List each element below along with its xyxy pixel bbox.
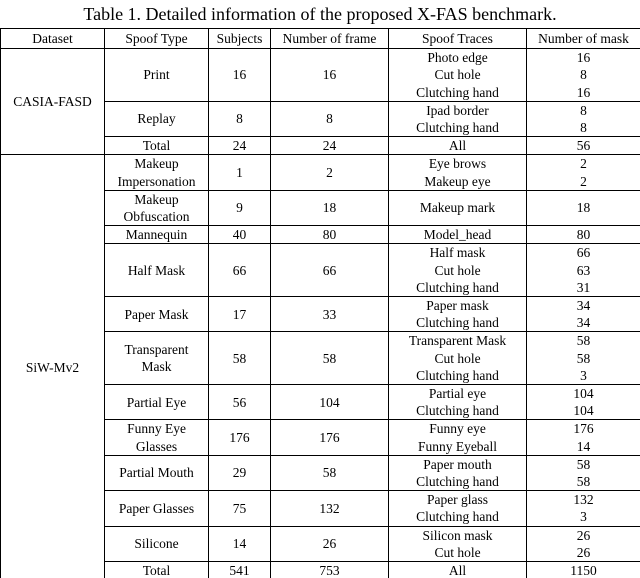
frames-cell: 753 bbox=[271, 562, 389, 578]
spoof-trace-cell: Ipad border bbox=[389, 101, 527, 119]
spoof-trace-cell: Clutching hand bbox=[389, 402, 527, 420]
header-number-of-frame: Number of frame bbox=[271, 29, 389, 49]
frames-cell: 80 bbox=[271, 226, 389, 244]
mask-count-cell: 26 bbox=[527, 544, 640, 562]
spoof-trace-cell: All bbox=[389, 562, 527, 578]
spoof-trace-cell: All bbox=[389, 137, 527, 155]
mask-count-cell: 16 bbox=[527, 84, 640, 102]
frames-cell: 26 bbox=[271, 526, 389, 561]
mask-count-cell: 1150 bbox=[527, 562, 640, 578]
spoof-trace-cell: Clutching hand bbox=[389, 84, 527, 102]
spoof-type-cell: Partial Eye bbox=[105, 385, 209, 420]
header-number-of-mask: Number of mask bbox=[527, 29, 640, 49]
spoof-trace-cell: Clutching hand bbox=[389, 314, 527, 332]
header-subjects: Subjects bbox=[209, 29, 271, 49]
mask-count-cell: 3 bbox=[527, 367, 640, 385]
spoof-type-cell: Partial Mouth bbox=[105, 455, 209, 490]
mask-count-cell: 132 bbox=[527, 491, 640, 509]
spoof-trace-cell: Clutching hand bbox=[389, 473, 527, 491]
subjects-cell: 1 bbox=[209, 155, 271, 190]
spoof-trace-cell: Photo edge bbox=[389, 49, 527, 67]
spoof-type-cell: Mannequin bbox=[105, 226, 209, 244]
mask-count-cell: 58 bbox=[527, 350, 640, 367]
subjects-cell: 75 bbox=[209, 491, 271, 526]
spoof-trace-cell: Funny Eyeball bbox=[389, 438, 527, 456]
table-body bbox=[1, 49, 640, 578]
spoof-trace-cell: Half mask bbox=[389, 244, 527, 262]
mask-count-cell: 26 bbox=[527, 526, 640, 544]
spoof-trace-cell: Makeup mark bbox=[389, 190, 527, 225]
frames-cell: 104 bbox=[271, 385, 389, 420]
spoof-trace-cell: Funny eye bbox=[389, 420, 527, 438]
spoof-type-cell: Makeup Obfuscation bbox=[105, 190, 209, 225]
spoof-trace-cell: Cut hole bbox=[389, 544, 527, 562]
mask-count-cell: 14 bbox=[527, 438, 640, 456]
subjects-cell: 9 bbox=[209, 190, 271, 225]
spoof-type-cell: Print bbox=[105, 49, 209, 102]
spoof-type-cell: Half Mask bbox=[105, 244, 209, 297]
mask-count-cell: 104 bbox=[527, 385, 640, 403]
mask-count-cell: 8 bbox=[527, 101, 640, 119]
spoof-type-cell: Total bbox=[105, 137, 209, 155]
spoof-trace-cell: Clutching hand bbox=[389, 279, 527, 297]
mask-count-cell: 3 bbox=[527, 508, 640, 526]
frames-cell: 18 bbox=[271, 190, 389, 225]
benchmark-table bbox=[0, 28, 640, 578]
mask-count-cell: 8 bbox=[527, 119, 640, 137]
spoof-trace-cell: Paper mask bbox=[389, 297, 527, 315]
spoof-trace-cell: Transparent Mask bbox=[389, 332, 527, 350]
subjects-cell: 541 bbox=[209, 562, 271, 578]
table-caption: Table 1. Detailed information of the proposed X-FAS benchmark. bbox=[83, 4, 557, 24]
subjects-cell: 29 bbox=[209, 455, 271, 490]
subjects-cell: 17 bbox=[209, 297, 271, 332]
spoof-type-cell: Funny Eye Glasses bbox=[105, 420, 209, 455]
subjects-cell: 40 bbox=[209, 226, 271, 244]
frames-cell: 66 bbox=[271, 244, 389, 297]
frames-cell: 2 bbox=[271, 155, 389, 190]
spoof-type-cell: Paper Glasses bbox=[105, 491, 209, 526]
subjects-cell: 66 bbox=[209, 244, 271, 297]
frames-cell: 24 bbox=[271, 137, 389, 155]
spoof-type-cell: Transparent Mask bbox=[105, 332, 209, 385]
mask-count-cell: 58 bbox=[527, 332, 640, 350]
frames-cell: 16 bbox=[271, 49, 389, 102]
spoof-trace-cell: Partial eye bbox=[389, 385, 527, 403]
spoof-trace-cell: Makeup eye bbox=[389, 173, 527, 191]
mask-count-cell: 16 bbox=[527, 49, 640, 67]
dataset-cell: SiW-Mv2 bbox=[1, 155, 105, 578]
table-header-row bbox=[1, 29, 640, 49]
frames-cell: 33 bbox=[271, 297, 389, 332]
spoof-trace-cell: Clutching hand bbox=[389, 367, 527, 385]
subjects-cell: 176 bbox=[209, 420, 271, 455]
mask-count-cell: 31 bbox=[527, 279, 640, 297]
spoof-trace-cell: Eye brows bbox=[389, 155, 527, 173]
table-row bbox=[1, 155, 640, 173]
spoof-type-cell: Makeup Impersonation bbox=[105, 155, 209, 190]
mask-count-cell: 66 bbox=[527, 244, 640, 262]
mask-count-cell: 63 bbox=[527, 262, 640, 279]
subjects-cell: 8 bbox=[209, 101, 271, 136]
header-dataset: Dataset bbox=[1, 29, 105, 49]
mask-count-cell: 80 bbox=[527, 226, 640, 244]
mask-count-cell: 8 bbox=[527, 66, 640, 83]
mask-count-cell: 2 bbox=[527, 173, 640, 191]
mask-count-cell: 34 bbox=[527, 297, 640, 315]
subjects-cell: 16 bbox=[209, 49, 271, 102]
table-row bbox=[1, 49, 640, 67]
spoof-trace-cell: Clutching hand bbox=[389, 508, 527, 526]
spoof-trace-cell: Cut hole bbox=[389, 262, 527, 279]
mask-count-cell: 104 bbox=[527, 402, 640, 420]
mask-count-cell: 176 bbox=[527, 420, 640, 438]
spoof-trace-cell: Silicon mask bbox=[389, 526, 527, 544]
spoof-type-cell: Replay bbox=[105, 101, 209, 136]
spoof-trace-cell: Cut hole bbox=[389, 350, 527, 367]
mask-count-cell: 18 bbox=[527, 190, 640, 225]
mask-count-cell: 56 bbox=[527, 137, 640, 155]
frames-cell: 58 bbox=[271, 332, 389, 385]
mask-count-cell: 58 bbox=[527, 455, 640, 473]
frames-cell: 58 bbox=[271, 455, 389, 490]
mask-count-cell: 58 bbox=[527, 473, 640, 491]
spoof-trace-cell: Cut hole bbox=[389, 66, 527, 83]
spoof-type-cell: Silicone bbox=[105, 526, 209, 561]
spoof-trace-cell: Clutching hand bbox=[389, 119, 527, 137]
frames-cell: 176 bbox=[271, 420, 389, 455]
header-spoof-traces: Spoof Traces bbox=[389, 29, 527, 49]
subjects-cell: 24 bbox=[209, 137, 271, 155]
subjects-cell: 58 bbox=[209, 332, 271, 385]
spoof-trace-cell: Paper mouth bbox=[389, 455, 527, 473]
dataset-cell: CASIA-FASD bbox=[1, 49, 105, 155]
spoof-type-cell: Paper Mask bbox=[105, 297, 209, 332]
spoof-trace-cell: Paper glass bbox=[389, 491, 527, 509]
mask-count-cell: 34 bbox=[527, 314, 640, 332]
mask-count-cell: 2 bbox=[527, 155, 640, 173]
frames-cell: 132 bbox=[271, 491, 389, 526]
spoof-type-cell: Total bbox=[105, 562, 209, 578]
spoof-trace-cell: Model_head bbox=[389, 226, 527, 244]
frames-cell: 8 bbox=[271, 101, 389, 136]
header-spoof-type: Spoof Type bbox=[105, 29, 209, 49]
subjects-cell: 56 bbox=[209, 385, 271, 420]
subjects-cell: 14 bbox=[209, 526, 271, 561]
